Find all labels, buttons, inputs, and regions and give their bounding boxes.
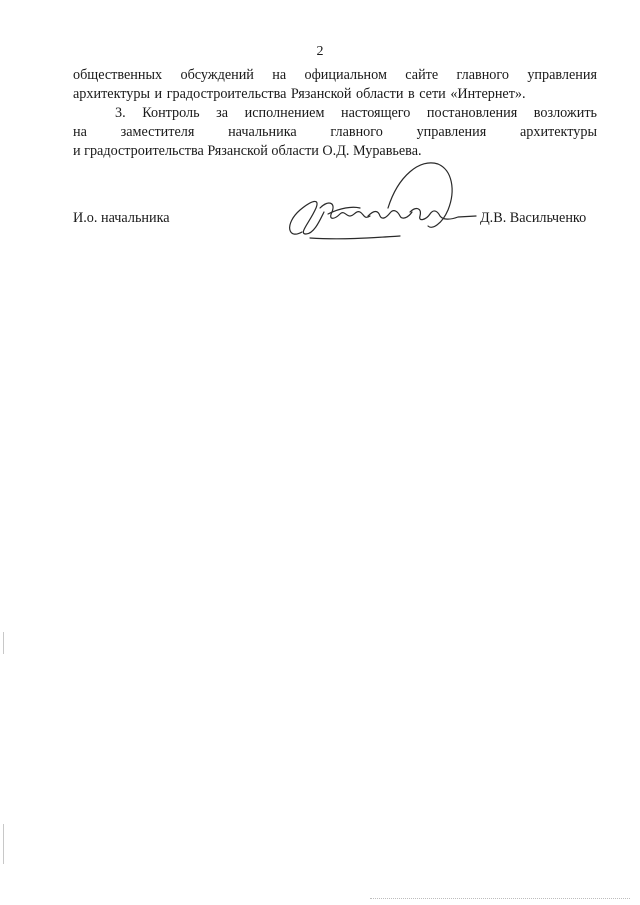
paragraph-2-line-2 — [73, 85, 597, 104]
paragraph-3-line-1: 3. Контроль за исполнением настоящего постановления возложить — [115, 105, 597, 121]
paragraph-2-line-1: общественных обсуждений на официальном сайте главного управления — [73, 67, 597, 83]
scan-artifact-line — [370, 898, 630, 900]
paragraph-3-line-2: на заместителя начальника главного управления архитектуры — [73, 124, 597, 140]
signatory-title: И.о. начальника — [73, 210, 170, 226]
signatory-name: Д.В. Васильченко — [480, 210, 587, 226]
scan-artifact-mark — [3, 824, 4, 864]
handwritten-signature — [280, 150, 480, 250]
paragraph-2-line-2-text: архитектуры и градостроительства Рязанской области в сети «Интернет». — [73, 86, 526, 102]
paragraph-3-line-3: и градостроительства Рязанской области О.Д. Муравьева. — [73, 143, 422, 159]
page-number: 2 — [316, 44, 324, 59]
scan-artifact-mark — [3, 632, 4, 654]
